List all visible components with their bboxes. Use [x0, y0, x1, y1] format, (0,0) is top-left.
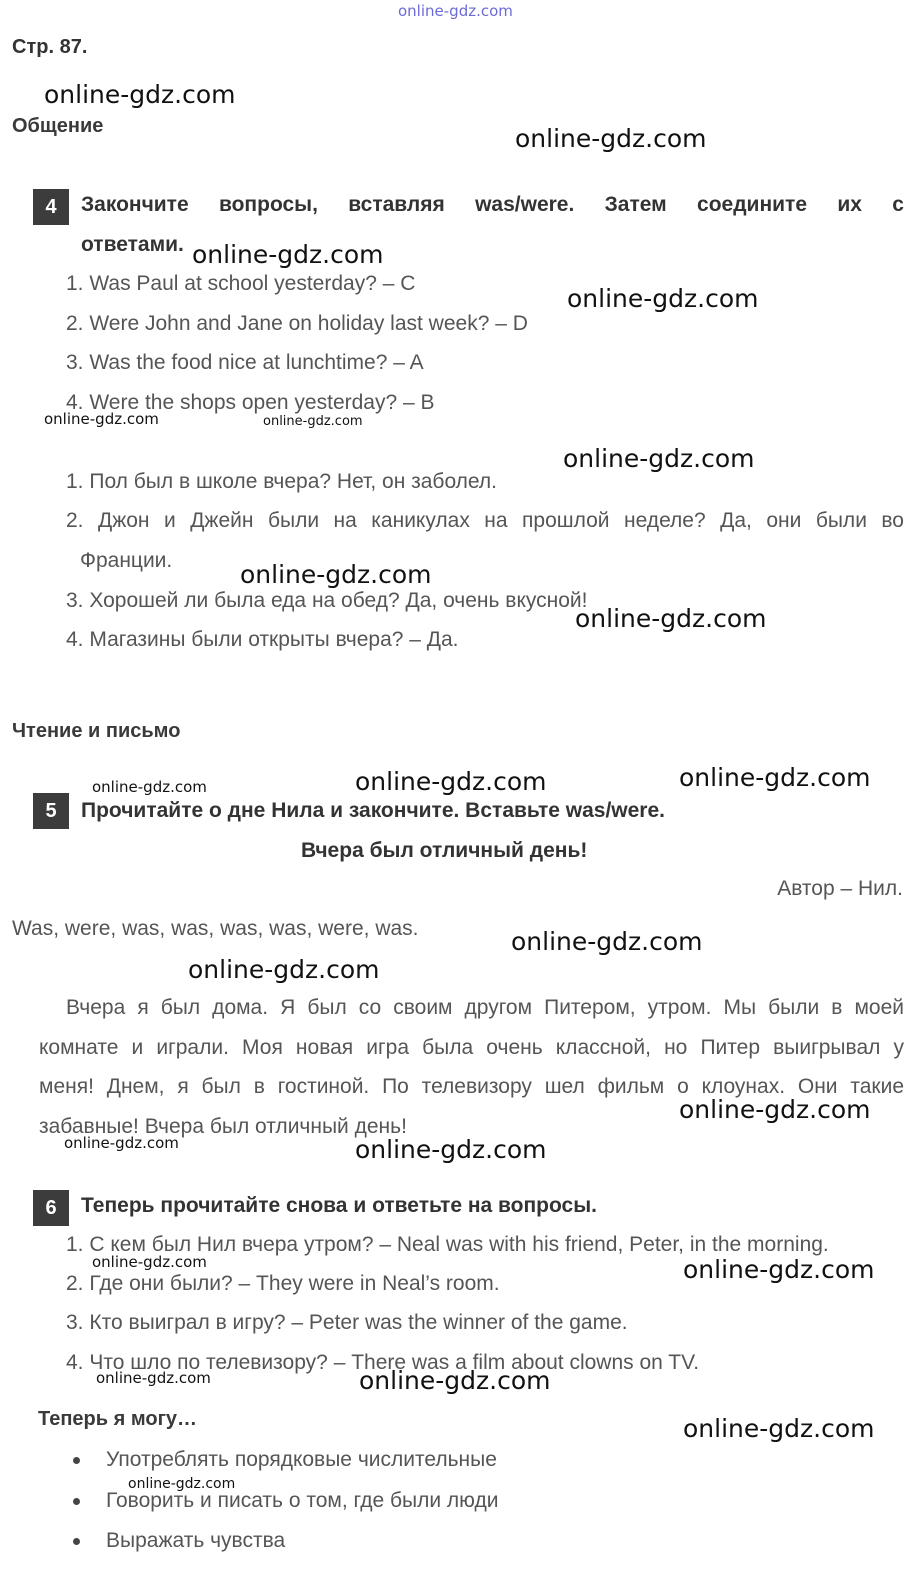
- title-word: вставляя: [348, 193, 445, 216]
- translation-line: меня! Днем, я был в гостиной. По телевизору шел фильм о клоунах. Они такие: [39, 1075, 904, 1098]
- watermark: online-gdz.com: [64, 1134, 179, 1152]
- watermark: online-gdz.com: [515, 124, 707, 153]
- watermark: online-gdz.com: [359, 1366, 551, 1395]
- task-4-title-line1: [81, 193, 904, 217]
- task-5-answers: Was, were, was, was, was, was, were, was.: [12, 917, 419, 940]
- translation-line: комнате и играли. Моя новая игра была очень классной, но Питер выигрывал у: [39, 1036, 904, 1059]
- bullet-icon: [73, 1457, 80, 1464]
- now-i-can-title: Теперь я могу…: [38, 1408, 198, 1430]
- task-4-answer-ru: 3. Хорошей ли была еда на обед? Да, очень вкусной!: [66, 589, 588, 612]
- watermark: online-gdz.com: [263, 414, 363, 429]
- skill-item: Употреблять порядковые числительные: [106, 1448, 497, 1471]
- skill-item: Говорить и писать о том, где были люди: [106, 1489, 499, 1512]
- watermark: online-gdz.com: [188, 955, 380, 984]
- bullet-icon: [73, 1498, 80, 1505]
- task-4-answer-ru: 2. Джон и Джейн были на каникулах на прошлой неделе? Да, они были во: [66, 509, 904, 532]
- site-header: online-gdz.com: [398, 2, 513, 20]
- watermark: online-gdz.com: [683, 1255, 875, 1284]
- task-4-answer-ru: Франции.: [80, 549, 173, 572]
- task-5-title: Прочитайте о дне Нила и закончите. Вставьте was/were.: [81, 799, 665, 822]
- watermark: online-gdz.com: [44, 80, 236, 109]
- task-6-answer: 4. Что шло по телевизору? – There was a film about clowns on TV.: [66, 1351, 700, 1374]
- task-4-title-line2: ответами.: [81, 233, 184, 256]
- watermark: online-gdz.com: [240, 560, 432, 589]
- task-6-answer: 2. Где они были? – They were in Neal’s room.: [66, 1272, 500, 1295]
- task-4-answer-en: 2. Were John and Jane on holiday last week? – D: [66, 312, 528, 335]
- page-number: Стр. 87.: [12, 36, 88, 58]
- watermark: online-gdz.com: [563, 444, 755, 473]
- watermark: online-gdz.com: [96, 1369, 211, 1387]
- watermark: online-gdz.com: [567, 284, 759, 313]
- watermark: online-gdz.com: [683, 1414, 875, 1443]
- watermark: online-gdz.com: [92, 1253, 207, 1271]
- watermark: online-gdz.com: [679, 1095, 871, 1124]
- watermark: online-gdz.com: [44, 410, 159, 428]
- story-title: Вчера был отличный день!: [301, 839, 588, 862]
- section-reading-writing: Чтение и письмо: [12, 720, 181, 742]
- task-4-answer-ru: 1. Пол был в школе вчера? Нет, он заболел.: [66, 470, 498, 493]
- watermark: online-gdz.com: [192, 240, 384, 269]
- title-word: was/were.: [475, 193, 575, 216]
- watermark: online-gdz.com: [575, 604, 767, 633]
- task-6-answer: 1. С кем был Нил вчера утром? – Neal was with his friend, Peter, in the morning.: [66, 1233, 829, 1256]
- watermark: online-gdz.com: [511, 927, 703, 956]
- section-communication: Общение: [12, 115, 104, 137]
- bullet-icon: [73, 1538, 80, 1545]
- task-5-number: 5: [33, 793, 69, 829]
- title-word: их: [837, 193, 862, 216]
- translation-line: Вчера я был дома. Я был со своим другом Питером, утром. Мы были в моей: [66, 996, 904, 1019]
- title-word: Закончите: [81, 193, 189, 216]
- story-author: Автор – Нил.: [777, 877, 903, 900]
- watermark: online-gdz.com: [92, 778, 207, 796]
- task-4-answer-en: 4. Were the shops open yesterday? – B: [66, 391, 435, 414]
- task-4-number: 4: [33, 189, 69, 225]
- title-word: вопросы,: [218, 193, 318, 216]
- task-4-answer-en: 1. Was Paul at school yesterday? – C: [66, 272, 416, 295]
- watermark: online-gdz.com: [355, 767, 547, 796]
- task-6-number: 6: [33, 1190, 69, 1226]
- translation-line: забавные! Вчера был отличный день!: [39, 1115, 407, 1138]
- watermark: online-gdz.com: [355, 1135, 547, 1164]
- title-word: Затем: [604, 193, 667, 216]
- watermark: online-gdz.com: [679, 763, 871, 792]
- skill-item: Выражать чувства: [106, 1529, 286, 1552]
- task-6-answer: 3. Кто выиграл в игру? – Peter was the winner of the game.: [66, 1311, 628, 1334]
- watermark: online-gdz.com: [128, 1476, 236, 1492]
- task-6-title: Теперь прочитайте снова и ответьте на вопросы.: [81, 1194, 598, 1217]
- title-word: с: [892, 193, 904, 216]
- task-4-answer-ru: 4. Магазины были открыты вчера? – Да.: [66, 628, 459, 651]
- title-word: соедините: [697, 193, 807, 216]
- task-4-answer-en: 3. Was the food nice at lunchtime? – A: [66, 351, 424, 374]
